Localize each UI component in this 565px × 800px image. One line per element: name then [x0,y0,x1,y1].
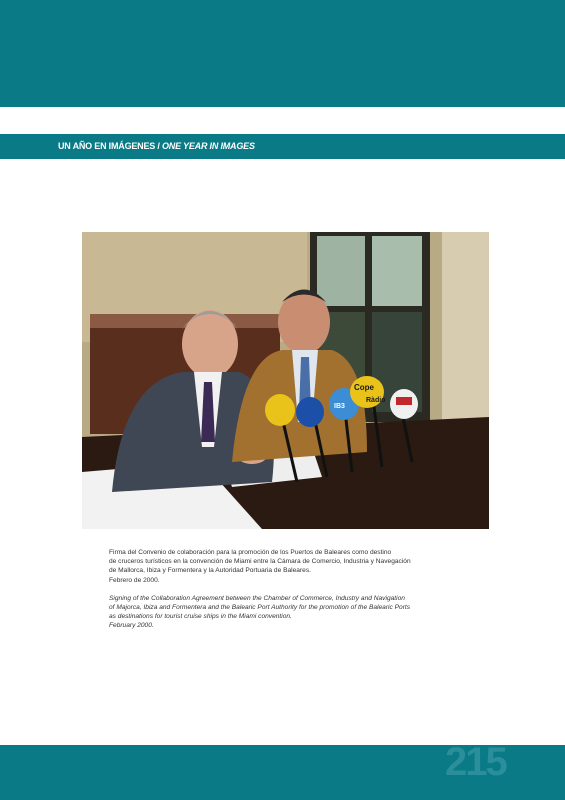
section-header-bar [0,134,565,159]
caption-es-date: Febrero de 2000. [109,576,160,584]
caption-en-line: as destinations for tourist cruise ships in the Miami convention. [109,613,292,621]
caption-es-line: Firma del Convenio de colaboración para la promoción de los Puertos de Baleares como destino [109,549,392,556]
caption-en-line: Signing of the Collaboration Agreement between the Chamber of Commerce, Industry and Navigation [109,594,405,602]
caption-en-date: February 2000. [109,622,154,630]
mic-label-2: IB3 [334,403,345,410]
mic-label-3: Ràdio [366,397,386,404]
caption-english [109,594,459,631]
section-title-spanish: UN AÑO EN IMÁGENES / [58,141,160,151]
caption-en-line: of Majorca, Ibiza and Formentera and the Balearic Port Authority for the promotion of the Balearic Ports [109,604,411,612]
mic-label-1: Cope [354,383,374,392]
caption-es-line: de Mallorca, Ibiza y Formentera y la Autoridad Portuaria de Baleares. [109,567,311,575]
page-number: 215 [445,740,506,784]
photo-caption [109,548,459,631]
caption-es-line: de cruceros turísticos en la convención de Miami entre la Cámara de Comercio, Industria y Navegación [109,558,411,566]
top-color-band [0,0,565,107]
caption-spanish [109,548,459,585]
press-conference-photo [82,232,489,529]
section-title-english: ONE YEAR IN IMAGES [162,141,255,151]
